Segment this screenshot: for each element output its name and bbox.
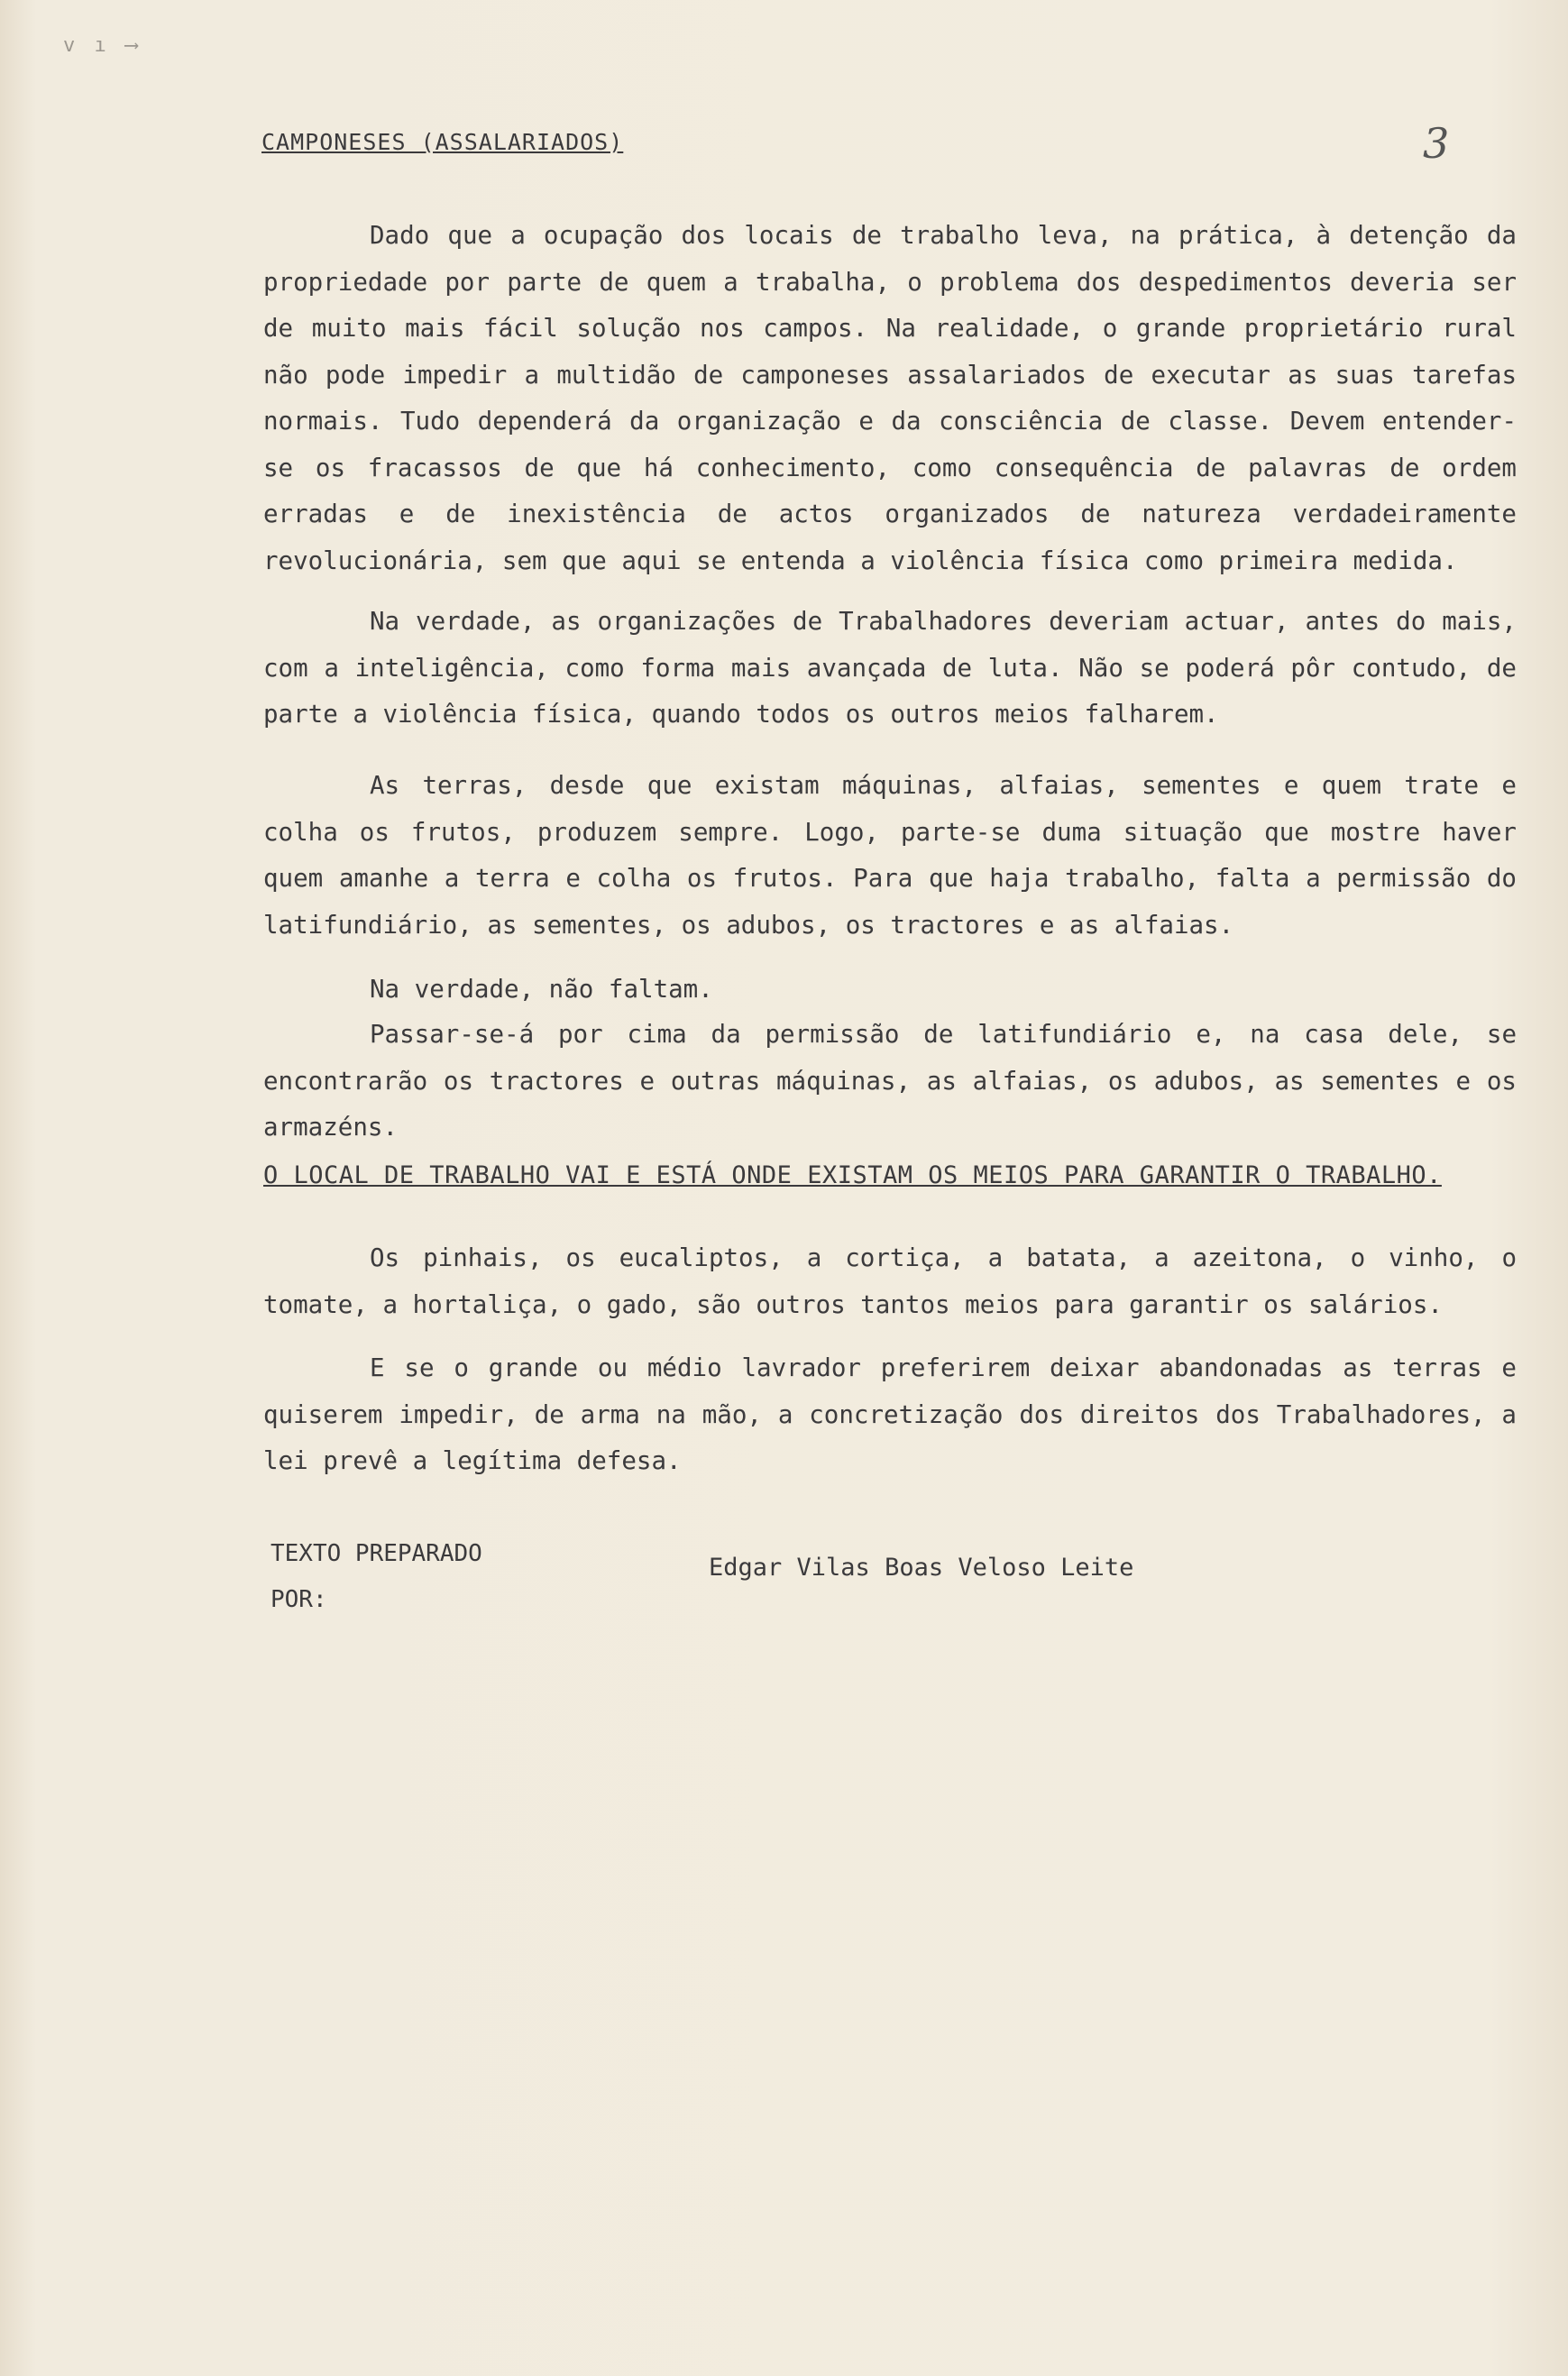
paragraph-4 (263, 967, 1517, 1014)
paragraph-text: As terras, desde que existam máquinas, alfaias, sementes e quem trate e colha os frutos, produzem sempre. Logo, parte-se duma situação que mostre haver quem amanhe a terra e colha os frutos. Para que haja trabalho, falta a permissão do latifundiário, as sementes, os adubos, os tractores e as alfaias. (263, 771, 1517, 940)
paragraph-7 (263, 1345, 1517, 1485)
paragraph-text: Na verdade, não faltam. (370, 975, 713, 1004)
margin-mark: v ı ⟶ (63, 34, 142, 57)
prepared-by-label-2: POR: (271, 1586, 327, 1613)
paragraph-text: Dado que a ocupação dos locais de trabalho leva, na prática, à detenção da propriedade por parte de quem a trabalha, o problema dos despedimentos deveria ser de muito mais fácil solução nos campos. Na realidade, o grande proprietário rural não pode impedir a multidão de camponeses assalariados de executar as suas tarefas normais. Tudo dependerá da organização e da consciência de classe. Devem entender-se os fracassos de que há conhecimento, como consequência de palavras de ordem erradas e de inexistência de actos organizados de natureza verdadeiramente revolucionária, sem que aqui se entenda a violência física como primeira medida. (263, 221, 1517, 575)
paragraph-text: Na verdade, as organizações de Trabalhadores deveriam actuar, antes do mais, com a inteligência, como forma mais avançada de luta. Não se poderá pôr contudo, de parte a violência física, quando todos os outros meios falharem. (263, 607, 1517, 729)
paragraph-2 (263, 599, 1517, 738)
paragraph-text: Os pinhais, os eucaliptos, a cortiça, a batata, a azeitona, o vinho, o tomate, a hortaliça, o gado, são outros tantos meios para garantir os salários. (263, 1243, 1517, 1319)
section-heading: O LOCAL DE TRABALHO VAI E ESTÁ ONDE EXISTAM OS MEIOS PARA GARANTIR O TRABALHO. (263, 1161, 1442, 1189)
paragraph-6 (263, 1235, 1517, 1328)
document-title: CAMPONESES (ASSALARIADOS) (261, 129, 624, 155)
paragraph-5 (263, 1012, 1517, 1151)
prepared-by-label: TEXTO PREPARADO (271, 1540, 482, 1567)
author-name: Edgar Vilas Boas Veloso Leite (709, 1554, 1134, 1582)
paragraph-text: Passar-se-á por cima da permissão de latifundiário e, na casa dele, se encontrarão os tractores e outras máquinas, as alfaias, os adubos, as sementes e os armazéns. (263, 1020, 1517, 1142)
page-number: 3 (1423, 119, 1450, 168)
paragraph-text: E se o grande ou médio lavrador preferirem deixar abandonadas as terras e quiserem impedir, de arma na mão, a concretização dos direitos dos Trabalhadores, a lei prevê a legítima defesa. (263, 1353, 1517, 1475)
paragraph-3 (263, 763, 1517, 949)
paragraph-1 (263, 213, 1517, 584)
